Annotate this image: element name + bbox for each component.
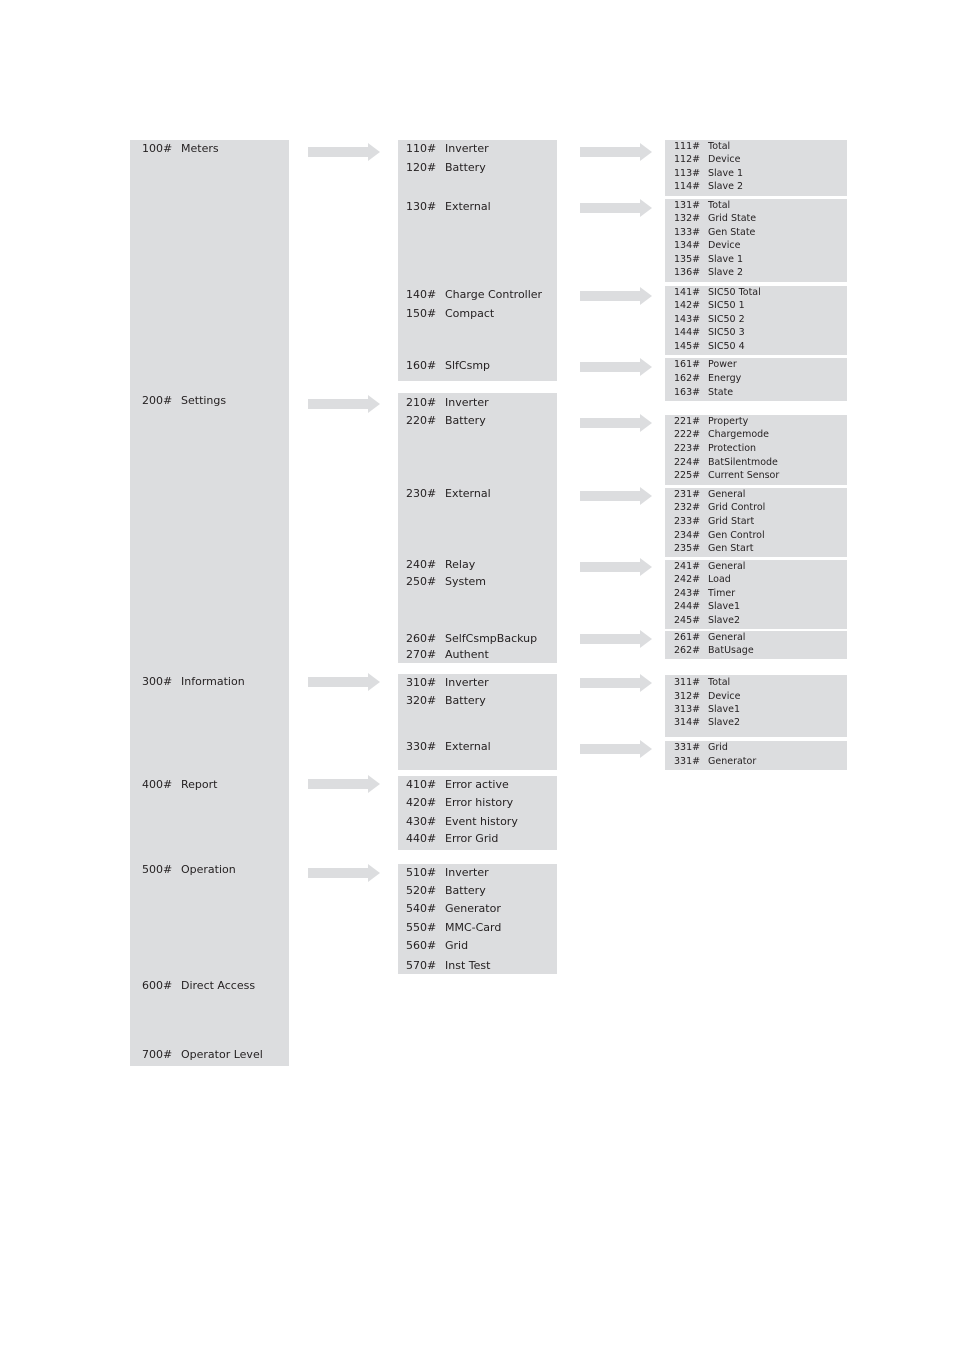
submenu-item	[406, 200, 491, 213]
menu-code: 136#	[674, 267, 701, 278]
menu-label: General	[708, 489, 746, 500]
menu-code: 143#	[674, 314, 701, 325]
detail-menu-box	[665, 140, 847, 196]
detail-item	[674, 615, 740, 626]
detail-item	[674, 416, 748, 427]
menu-label: Error active	[445, 778, 509, 791]
detail-item	[674, 489, 745, 500]
menu-code: 313#	[674, 704, 701, 715]
menu-label: Current Sensor	[708, 470, 780, 481]
submenu-item	[406, 959, 490, 972]
menu-code: 440#	[406, 832, 437, 845]
menu-label: External	[445, 487, 491, 500]
menu-code: 261#	[674, 632, 701, 643]
menu-code: 160#	[406, 359, 437, 372]
submenu-item	[406, 778, 509, 791]
detail-item	[674, 387, 733, 398]
menu-code: 331#	[674, 756, 701, 767]
submenu-item	[406, 921, 501, 934]
detail-menu-box	[665, 631, 847, 659]
detail-item	[674, 373, 741, 384]
submenu-information-box	[398, 674, 557, 770]
arrow-icon	[580, 287, 652, 305]
menu-code: 410#	[406, 778, 437, 791]
submenu-item	[406, 884, 486, 897]
menu-code: 520#	[406, 884, 437, 897]
menu-label: Grid State	[708, 213, 757, 224]
detail-item	[674, 254, 743, 265]
menu-label: General	[708, 632, 746, 643]
main-menu-box	[130, 140, 289, 1066]
menu-label: Inst Test	[445, 959, 491, 972]
menu-label: Slave 2	[708, 267, 744, 278]
detail-item	[674, 717, 740, 728]
submenu-item	[406, 288, 542, 301]
arrow-icon	[308, 395, 380, 413]
menu-label: SelfCsmpBackup	[445, 632, 538, 645]
menu-code: 241#	[674, 561, 701, 572]
detail-menu-box	[665, 560, 847, 629]
menu-code: 100#	[142, 142, 173, 155]
menu-code: 134#	[674, 240, 701, 251]
menu-code: 230#	[406, 487, 437, 500]
menu-label: MMC-Card	[445, 921, 502, 934]
detail-menu-box	[665, 488, 847, 557]
detail-menu-box	[665, 358, 847, 401]
detail-menu-box	[665, 199, 847, 282]
menu-code: 243#	[674, 588, 701, 599]
menu-label: Event history	[445, 815, 518, 828]
detail-item	[674, 267, 743, 278]
main-menu-item	[142, 675, 245, 688]
menu-label: Generator	[708, 756, 757, 767]
menu-code: 233#	[674, 516, 701, 527]
menu-label: Relay	[445, 558, 476, 571]
submenu-settings-box	[398, 393, 557, 663]
detail-item	[674, 632, 745, 643]
menu-label: Grid Start	[708, 516, 755, 527]
arrow-icon	[308, 143, 380, 161]
menu-code: 131#	[674, 200, 701, 211]
menu-code: 112#	[674, 154, 701, 165]
arrow-icon	[580, 414, 652, 432]
menu-label: Slave1	[708, 704, 741, 715]
menu-code: 114#	[674, 181, 701, 192]
menu-code: 250#	[406, 575, 437, 588]
menu-label: Inverter	[445, 676, 489, 689]
menu-label: External	[445, 740, 491, 753]
detail-item	[674, 691, 741, 702]
menu-label: Grid	[708, 742, 728, 753]
menu-label: State	[708, 387, 734, 398]
detail-item	[674, 141, 730, 152]
menu-code: 210#	[406, 396, 437, 409]
detail-item	[674, 502, 765, 513]
menu-label: Slave 1	[708, 254, 744, 265]
menu-label: Report	[181, 778, 218, 791]
detail-item	[674, 704, 740, 715]
menu-label: SIC50 1	[708, 300, 745, 311]
detail-item	[674, 742, 728, 753]
menu-code: 161#	[674, 359, 701, 370]
main-menu-item	[142, 1048, 263, 1061]
submenu-item	[406, 487, 491, 500]
menu-label: SIC50 2	[708, 314, 745, 325]
menu-code: 222#	[674, 429, 701, 440]
menu-code: 220#	[406, 414, 437, 427]
menu-code: 314#	[674, 717, 701, 728]
menu-code: 700#	[142, 1048, 173, 1061]
menu-label: Charge Controller	[445, 288, 543, 301]
menu-code: 270#	[406, 648, 437, 661]
menu-code: 331#	[674, 742, 701, 753]
detail-item	[674, 530, 765, 541]
menu-label: Inverter	[445, 142, 489, 155]
submenu-item	[406, 902, 501, 915]
menu-label: Chargemode	[708, 429, 770, 440]
detail-menu-box	[665, 675, 847, 737]
menu-code: 235#	[674, 543, 701, 554]
menu-label: Slave2	[708, 717, 741, 728]
submenu-item	[406, 414, 486, 427]
menu-code: 430#	[406, 815, 437, 828]
menu-label: Load	[708, 574, 731, 585]
detail-item	[674, 287, 761, 298]
menu-label: Error Grid	[445, 832, 499, 845]
detail-item	[674, 314, 745, 325]
detail-item	[674, 574, 731, 585]
menu-label: Grid Control	[708, 502, 766, 513]
detail-item	[674, 168, 743, 179]
menu-label: Slave2	[708, 615, 741, 626]
menu-code: 310#	[406, 676, 437, 689]
detail-item	[674, 429, 769, 440]
menu-label: SIC50 Total	[708, 287, 761, 298]
arrow-icon	[580, 143, 652, 161]
menu-code: 260#	[406, 632, 437, 645]
menu-label: BatSilentmode	[708, 457, 778, 468]
menu-label: General	[708, 561, 746, 572]
submenu-item	[406, 632, 537, 645]
submenu-item	[406, 676, 489, 689]
menu-label: Inverter	[445, 396, 489, 409]
submenu-item	[406, 796, 513, 809]
submenu-item	[406, 142, 489, 155]
menu-code: 550#	[406, 921, 437, 934]
menu-code: 510#	[406, 866, 437, 879]
menu-label: Total	[708, 677, 731, 688]
menu-label: Total	[708, 200, 731, 211]
submenu-item	[406, 396, 489, 409]
detail-item	[674, 213, 756, 224]
menu-label: Battery	[445, 161, 486, 174]
menu-label: Direct Access	[181, 979, 256, 992]
detail-item	[674, 240, 741, 251]
menu-code: 234#	[674, 530, 701, 541]
menu-label: Operator Level	[181, 1048, 263, 1061]
menu-code: 144#	[674, 327, 701, 338]
menu-code: 200#	[142, 394, 173, 407]
menu-label: Information	[181, 675, 245, 688]
menu-label: Meters	[181, 142, 219, 155]
detail-menu-box	[665, 741, 847, 770]
submenu-item	[406, 161, 486, 174]
menu-label: Battery	[445, 414, 486, 427]
main-menu-item	[142, 394, 226, 407]
menu-label: Energy	[708, 373, 742, 384]
submenu-item	[406, 648, 489, 661]
menu-code: 242#	[674, 574, 701, 585]
menu-code: 420#	[406, 796, 437, 809]
menu-label: External	[445, 200, 491, 213]
detail-item	[674, 181, 743, 192]
menu-label: Generator	[445, 902, 501, 915]
menu-label: Authent	[445, 648, 489, 661]
detail-item	[674, 359, 737, 370]
menu-code: 225#	[674, 470, 701, 481]
menu-code: 120#	[406, 161, 437, 174]
arrow-icon	[308, 775, 380, 793]
menu-label: Gen State	[708, 227, 756, 238]
menu-label: BatUsage	[708, 645, 754, 656]
submenu-item	[406, 832, 498, 845]
menu-code: 150#	[406, 307, 437, 320]
menu-code: 223#	[674, 443, 701, 454]
menu-label: Compact	[445, 307, 495, 320]
menu-label: Device	[708, 240, 741, 251]
menu-label: Gen Start	[708, 543, 754, 554]
detail-item	[674, 300, 745, 311]
submenu-operation-box	[398, 864, 557, 974]
main-menu-item	[142, 863, 236, 876]
menu-code: 113#	[674, 168, 701, 179]
menu-label: Battery	[445, 884, 486, 897]
main-menu-item	[142, 142, 219, 155]
menu-code: 300#	[142, 675, 173, 688]
submenu-item	[406, 939, 468, 952]
menu-code: 560#	[406, 939, 437, 952]
menu-code: 570#	[406, 959, 437, 972]
detail-item	[674, 341, 745, 352]
menu-label: Property	[708, 416, 749, 427]
submenu-item	[406, 558, 475, 571]
menu-code: 312#	[674, 691, 701, 702]
menu-code: 132#	[674, 213, 701, 224]
menu-code: 135#	[674, 254, 701, 265]
menu-code: 142#	[674, 300, 701, 311]
menu-label: Battery	[445, 694, 486, 707]
menu-label: Inverter	[445, 866, 489, 879]
menu-label: Device	[708, 154, 741, 165]
menu-label: Slave 1	[708, 168, 744, 179]
arrow-icon	[580, 674, 652, 692]
arrow-icon	[308, 673, 380, 691]
menu-code: 145#	[674, 341, 701, 352]
menu-code: 141#	[674, 287, 701, 298]
arrow-icon	[580, 199, 652, 217]
menu-label: Grid	[445, 939, 469, 952]
menu-code: 130#	[406, 200, 437, 213]
menu-label: Total	[708, 141, 731, 152]
detail-menu-box	[665, 286, 847, 355]
menu-code: 500#	[142, 863, 173, 876]
menu-label: Power	[708, 359, 737, 370]
menu-label: Timer	[708, 588, 736, 599]
submenu-meters-box	[398, 140, 557, 381]
detail-item	[674, 200, 730, 211]
menu-code: 162#	[674, 373, 701, 384]
submenu-item	[406, 307, 494, 320]
submenu-item	[406, 575, 486, 588]
detail-item	[674, 154, 741, 165]
menu-label: Settings	[181, 394, 227, 407]
menu-label: Protection	[708, 443, 757, 454]
menu-code: 311#	[674, 677, 701, 688]
menu-label: Gen Control	[708, 530, 765, 541]
menu-label: System	[445, 575, 487, 588]
menu-code: 245#	[674, 615, 701, 626]
submenu-item	[406, 740, 491, 753]
menu-code: 140#	[406, 288, 437, 301]
detail-item	[674, 327, 745, 338]
detail-item	[674, 645, 754, 656]
main-menu-item	[142, 979, 255, 992]
menu-code: 224#	[674, 457, 701, 468]
menu-label: Error history	[445, 796, 514, 809]
arrow-icon	[580, 740, 652, 758]
submenu-item	[406, 694, 486, 707]
menu-code: 232#	[674, 502, 701, 513]
menu-code: 320#	[406, 694, 437, 707]
menu-label: Device	[708, 691, 741, 702]
arrow-icon	[580, 558, 652, 576]
menu-code: 163#	[674, 387, 701, 398]
detail-item	[674, 677, 730, 688]
detail-menu-box	[665, 415, 847, 485]
detail-item	[674, 470, 779, 481]
menu-code: 330#	[406, 740, 437, 753]
submenu-item	[406, 359, 490, 372]
menu-label: Operation	[181, 863, 236, 876]
detail-item	[674, 588, 735, 599]
arrow-icon	[308, 864, 380, 882]
menu-code: 400#	[142, 778, 173, 791]
menu-code: 110#	[406, 142, 437, 155]
menu-code: 600#	[142, 979, 173, 992]
menu-label: Slave 2	[708, 181, 744, 192]
menu-label: Slave1	[708, 601, 741, 612]
main-menu-item	[142, 778, 217, 791]
detail-item	[674, 516, 754, 527]
detail-item	[674, 543, 753, 554]
detail-item	[674, 601, 740, 612]
menu-label: SlfCsmp	[445, 359, 491, 372]
detail-item	[674, 443, 756, 454]
submenu-item	[406, 866, 489, 879]
detail-item	[674, 756, 756, 767]
detail-item	[674, 561, 745, 572]
arrow-icon	[580, 487, 652, 505]
menu-code: 231#	[674, 489, 701, 500]
submenu-item	[406, 815, 518, 828]
arrow-icon	[580, 358, 652, 376]
menu-code: 111#	[674, 141, 701, 152]
menu-code: 221#	[674, 416, 701, 427]
menu-label: SIC50 4	[708, 341, 745, 352]
detail-item	[674, 227, 755, 238]
menu-code: 262#	[674, 645, 701, 656]
menu-code: 133#	[674, 227, 701, 238]
submenu-report-box	[398, 776, 557, 850]
arrow-icon	[580, 630, 652, 648]
menu-code: 244#	[674, 601, 701, 612]
menu-code: 540#	[406, 902, 437, 915]
detail-item	[674, 457, 778, 468]
menu-code: 240#	[406, 558, 437, 571]
menu-label: SIC50 3	[708, 327, 745, 338]
